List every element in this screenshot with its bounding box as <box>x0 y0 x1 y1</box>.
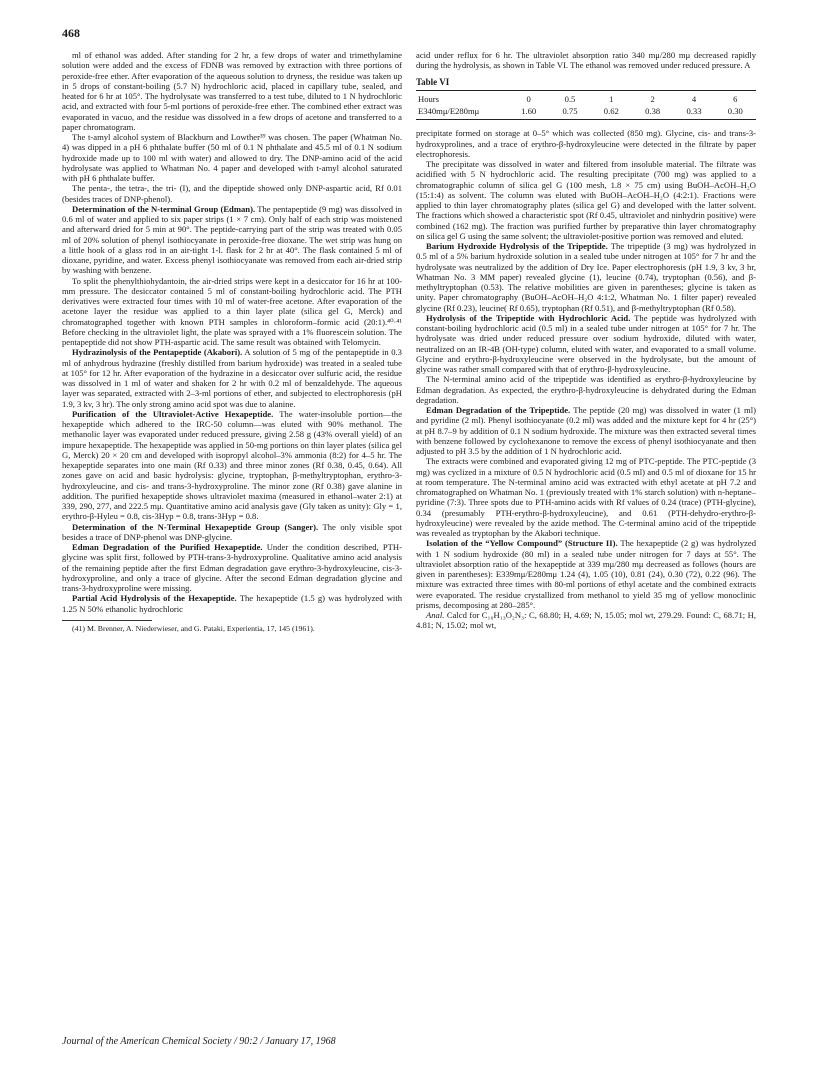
paragraph <box>416 159 756 241</box>
paragraph <box>62 204 402 276</box>
table-row-label: Hours <box>416 90 508 105</box>
table-cell: 0.5 <box>549 90 590 105</box>
right-column-intro: acid under reflux for 6 hr. The ultraviolet absorption ratio 340 mμ/280 mμ decreased rapidly during the hydrolysis, as shown in Table VI. The ethanol was removed under reduced pressure. A <box>416 50 756 71</box>
table-cell: 0.62 <box>591 105 632 120</box>
section-heading: Determination of the N-Terminal Hexapeptide Group (Sanger). <box>72 521 319 532</box>
left-column <box>62 50 402 633</box>
paragraph-text: The precipitate was dissolved in water and filtered from insoluble material. The filtrate was acidified with 5 N hydrochloric acid. The resulting precipitate (700 mg) was applied to a chromatographic column of silica gel G (100 mesh, 1.8 × 75 cm) using BuOH–AcOH–H₂O (15:1:4) as solvent. The column was eluted with BuOH–AcOH–H₂O (4:2:1). Fractions were applied to thin layer chromatography plates (silica gel G) and developed with the latter solvent. The fractions which showed a characteristic spot (Rf 0.45, ultraviolet and ninhydrin positive) were combined (162 mg). The fraction was purified further by preparative thin layer chromatography on silica gel G using the same solvent; the ultraviolet-positive portion was removed and eluted. <box>416 159 756 241</box>
paragraph <box>62 347 402 409</box>
paragraph: ml of ethanol was added. After standing for 2 hr, a few drops of water and trimethylamine solution were added and the excess of FDNB was removed by extraction with three portions of peroxide-free ether. After evaporation of the aqueous solution to dryness, the residue was taken up in 5 drops of constant-boiling (5.7 N) hydrochloric acid, placed in capillary tube, sealed, and heated for 6 hr at 105°. The hydrolysate was transferred to a test tube, diluted to 1 N hydrochloric acid, and extracted with four 5-ml portions of peroxide-free ether. The combined ether extract was evaporated in vacuo, and the residue was dissolved in a few drops of acetone and transferred to a paper chromatogram. <box>62 50 402 132</box>
table-cell: 0.30 <box>715 105 756 120</box>
table-cell: 1.60 <box>508 105 549 120</box>
section-heading: Determination of the N-terminal Group (Edman). <box>72 203 256 214</box>
paragraph <box>62 409 402 522</box>
page-number: 468 <box>62 26 80 40</box>
right-column-body <box>416 128 756 630</box>
paragraph <box>416 456 756 538</box>
paragraph <box>416 405 756 456</box>
journal-footer: Journal of the American Chemical Society / 90:2 / January 17, 1968 <box>62 1036 336 1047</box>
table-cell: 0 <box>508 90 549 105</box>
paragraph <box>62 542 402 593</box>
table-cell: 0.33 <box>673 105 714 120</box>
paragraph-text: The extracts were combined and evaporated giving 12 mg of PTC-peptide. The PTC-peptide (3 mg) was cyclized in a mixture of 0.5 N hydrochloric acid (0.5 ml) and 0.5 ml of dioxane for 15 hr at room temperature. The N-terminal amino acid was extracted with ethyl acetate at pH 7.2 and chromatographed on Whatman No. 1 (previously treated with 1% starch solution) with n-heptane–pyridine (7:3). Three spots due to PTH-amino acids with Rf values of 0.24 (trace) (PTH-glycine), 0.34 (presumably PTH-erythro-β-hydroxyleucine), and 0.61 (PTH-dehydro-erythro-β-hydroxyleucine) were revealed by the azide method. The C-terminal amino acid of the tripeptide was revealed as tryptophan by the Akabori technique. <box>416 456 756 538</box>
table-cell: 0.75 <box>549 105 590 120</box>
table-title: Table VI <box>416 76 450 87</box>
paragraph-text: The tripeptide (3 mg) was hydrolyzed in 0.5 ml of a 5% barium hydroxide solution in a sealed tube under nitrogen at 105° for 7 hr and the hydrolysate was neutralized by the addition of Dry Ice. Paper electrophoresis (pH 1.9, 3 kv, 3 hr, Whatman No. 3 MM paper) revealed glycine (1), leucine (0.74), tryptophan (0.56), and β-methyltryptophan (0.53). The relative mobilities are given in parentheses; glycine is taken as unity. Paper chromatography (BuOH–AcOH–H₂O 4:1:2, Whatman No. 1 filter paper) revealed glycine (Rf 0.23), leucine( Rf 0.65), tryptophan (Rf 0.51), and β-methyltryptophan (Rf 0.58). <box>416 241 756 313</box>
paragraph: To split the phenylthiohydantoin, the air-dried strips were kept in a desiccator for 16 hr at 100-mm pressure. The desiccator contained 5 ml of constant-boiling hydrochloric acid. The PTH derivatives were extracted four times with 10 ml of water-free acetone. After evaporation of the acetone layer the residue was applied to a thin layer plate (silica gel G, Merck) and chromatographed together with known PTH samples in chloroform–formic acid (20:1).⁴⁰·⁴¹ Before checking in the ultraviolet light, the plate was sprayed with a 1% fluorescein solution. The pentapeptide did not show PTH-aspartic acid. The same result was obtained with Telomycin. <box>62 275 402 347</box>
table-row-label: E340mμ/E280mμ <box>416 105 508 120</box>
paragraph: The penta-, the tetra-, the tri- (I), and the dipeptide showed only DNP-aspartic acid, Rf 0.01 (besides traces of DNP-phenol). <box>62 183 402 204</box>
section-heading: Purification of the Ultraviolet-Active Hexapeptide. <box>72 408 274 419</box>
table-cell: 4 <box>673 90 714 105</box>
table-cell: 6 <box>715 90 756 105</box>
table-row-hours <box>416 90 756 105</box>
paragraph: The t-amyl alcohol system of Blackburn and Lowther³⁹ was chosen. The paper (Whatman No. 4) was dipped in a pH 6 phthalate buffer (50 ml of 0.1 N phthalate and 45.5 ml of 0.1 N sodium hydroxide made up to 100 ml with water) and allowed to dry. The DNP-amino acid of the acid hydrolysate was applied to Whatman No. 4 paper and developed with t-amyl alcohol saturated with pH 6 phthalate buffer. <box>62 132 402 183</box>
table-cell: 1 <box>591 90 632 105</box>
paragraph <box>416 128 756 159</box>
right-column <box>416 50 756 631</box>
table-cell: 0.38 <box>632 105 673 120</box>
paragraph-text: The hexapeptide (1.5 g) was hydrolyzed with 1.25 N 50% ethanolic hydrochloric <box>62 593 402 614</box>
section-heading: Edman Degradation of the Tripeptide. <box>426 405 571 415</box>
italic-lead: Anal. <box>426 610 445 620</box>
footnote-divider <box>62 620 152 621</box>
section-heading: Partial Acid Hydrolysis of the Hexapeptide. <box>72 593 237 604</box>
section-heading: Edman Degradation of the Purified Hexapeptide. <box>72 542 263 552</box>
paragraph-text: The N-terminal amino acid of the tripeptide was identified as erythro-β-hydroxyleucine by Edman degradation. As expected, the erythro-β-hydroxyleucine is dehydrated during the Edman degradation. <box>416 374 756 405</box>
paragraph <box>416 538 756 610</box>
paragraph-text: A solution of 5 mg of the pentapeptide in 0.3 ml of anhydrous hydrazine (freshly distilled from barium hydroxide) was treated in a sealed tube at 105° for 12 hr. After evaporation of the hydrazine in a desiccator over sulfuric acid, the residue was dissolved in 1 ml of water and shaken for 2 hr with 0.2 ml of benzaldehyde. The aqueous layer was separated, extracted with 2–3-ml portions of ether, and subjected to electrophoresis (pH 1.9, 3 kv, 3 hr). The only strong amino acid spot was due to alanine. <box>62 347 402 409</box>
table-vi <box>416 77 756 121</box>
paragraph <box>416 610 756 631</box>
section-heading: Hydrazinolysis of the Pentapeptide (Akabori). <box>72 347 243 358</box>
paragraph-text: The pentapeptide (9 mg) was dissolved in 0.6 ml of water and applied to six paper strips (1 × 7 cm). Only half of each strip was moistened and afterward dried for 5 min at 90°. The peptide-carrying part of the strip was treated with 0.05 ml of 20% solution of phenyl isothiocyanate in peroxide-free dioxane. The wet strip was hung on a little hook of a glass rod in an air-tight 1-l. flask for 2 hr at 40°. The flask contained 5 ml of dioxane, pyridine, and water. Excess phenyl isothiocyanate was removed from each air-dried strip by washing with benzene. <box>62 203 402 276</box>
paragraph <box>62 522 402 543</box>
paragraph <box>62 593 402 614</box>
paragraph-text: The water-insoluble portion—the hexapeptide which adhered to the IRC-50 column—was eluted with 90% methanol. The methanolic layer was evaporated under reduced pressure, giving 2.58 g (43% overall yield) of an impure hexapeptide. The hexapeptide was applied in 50-mg portions on thin layer plates (silica gel G, Merck) 20 × 20 cm and developed with isopropyl alcohol–3% ammonia (8:2) for 4–5 hr. The hexapeptide separates into one main (Rf 0.33) and three minor zones (Rf 0.38, 0.45, 0.64). All zones gave on acid and basic hydrolysis: glycine, tryptophan, β-methyltryptophan, erythro-3-hydroxyleucine, and cis- and trans-3-hydroxyproline. The minor zone (Rf 0.38) gave alanine in addition. The purified hexapeptide shows ultraviolet maxima (measured in ethanol–water 2:1) at 339, 290, 277, and 222.5 mμ. Quantitative amino acid analysis gave (Gly taken as unity): Gly = 1, erythro-β-Hyleu = 0.8, cis-3Hyp = 0.8, trans-3Hyp = 0.8. <box>62 408 403 522</box>
footnote: (41) M. Brenner, A. Niederwieser, and G. Pataki, Experientia, 17, 145 (1961). <box>72 623 315 633</box>
section-heading: Barium Hydroxide Hydrolysis of the Tripeptide. <box>426 241 608 251</box>
section-heading: Isolation of the “Yellow Compound” (Structure II). <box>426 538 618 549</box>
paragraph <box>416 241 756 313</box>
section-heading: Hydrolysis of the Tripeptide with Hydrochloric Acid. <box>426 312 631 323</box>
table-vi-grid <box>416 90 756 121</box>
paragraph <box>416 374 756 405</box>
paragraph-text: Under the condition described, PTH-glycine was split first, followed by PTH-trans-3-hydroxyproline. Qualitative amino acid analysis of the remaining peptide after the first Edman degradation gave erythro-3-hydroxyleucine, cis-3-hydroxyproline, and only a trace of glycine. After the second Edman degradation glycine and trans-3-hydroxyproline were missing. <box>62 542 402 593</box>
paragraph-text: The peptide (20 mg) was dissolved in water (1 ml) and pyridine (2 ml). Phenyl isothiocyanate (0.2 ml) was added and the mixture kept for 4 hr (25°) at pH 8.7–9 by addition of 0.1 N sodium hydroxide. The mixture was then extracted several times with benzene followed by cyclohexanone to remove the excess of phenyl isothiocyanate and then adjusted to pH 3.5 by the addition of 1 N hydrochloric acid. <box>416 405 756 456</box>
table-row-ratio <box>416 105 756 120</box>
paragraph-text: The hexapeptide (2 g) was hydrolyzed with 1 N sodium hydroxide (80 ml) in a sealed tube under nitrogen for 7 days at 55°. The ultraviolet absorption ratio of the hexapeptide at 339 mμ/280 mμ decreased as follows (hours are given in parentheses): E339mμ/E280mμ 1.24 (4), 1.05 (10), 0.81 (24), 0.30 (72), 0.22 (96). The mixture was extracted three times with 80-ml portions of ethyl acetate and the combined extracts were evaporated. The residue crystallized from methanol to yield 35 mg of yellow monoclinic prisms, decomposing at 280–285°. <box>416 538 756 610</box>
paragraph-text: Calcd for C₁₆H₁₃O₂N₃: C, 68.80; H, 4.69; N, 15.05; mol wt, 279.29. Found: C, 68.71; H, 4.81; N, 15.02; mol wt, <box>416 610 756 631</box>
table-cell: 2 <box>632 90 673 105</box>
paragraph <box>416 313 756 375</box>
paragraph-text: precipitate formed on storage at 0–5° which was collected (850 mg). Glycine, cis- and trans-3-hydroxyprolines, and a trace of erythro-β-hydroxyleucine were detected in the filtrate by paper electrophoresis. <box>416 128 756 159</box>
paragraph-text: The only visible spot besides a trace of DNP-phenol was DNP-glycine. <box>62 521 402 542</box>
paragraph-text: The peptide was hydrolyzed with constant-boiling hydrochloric acid (0.5 ml) in a sealed tube under nitrogen at 105° for 7 hr. The hydrolysate was dried under reduced pressure over sodium hydroxide, diluted with water, neutralized on an IR-4B (OH-type) column, eluted with water, and evaporated to a small volume. Glycine and erythro-β-hydroxyleucine were observed in the hydrolysate, but the amount of glycine was rather small compared with that of erythro-β-hydroxyleucine. <box>416 312 756 374</box>
